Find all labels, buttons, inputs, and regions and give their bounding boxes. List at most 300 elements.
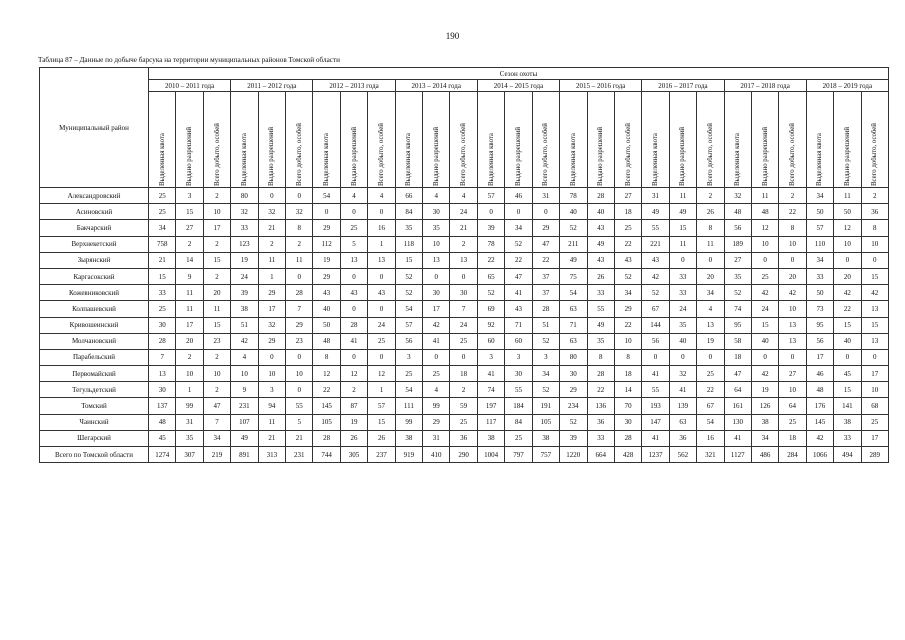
table-cell: 15 <box>669 220 696 236</box>
table-cell: 24 <box>368 317 395 333</box>
table-cell: 2 <box>779 188 806 204</box>
table-cell: 22 <box>587 382 614 398</box>
table-cell: 27 <box>724 252 751 268</box>
table-cell: 40 <box>587 204 614 220</box>
table-cell: 30 <box>505 366 532 382</box>
table-cell: 0 <box>834 349 861 365</box>
table-cell: 27 <box>176 220 203 236</box>
subcolumn-header <box>176 92 203 188</box>
district-name: Чаинский <box>40 414 149 430</box>
subcolumn-label: Выделенная квота <box>816 132 824 186</box>
table-cell: 189 <box>724 236 751 252</box>
district-name: Шегарский <box>40 430 149 446</box>
table-cell: 15 <box>203 252 230 268</box>
table-cell: 26 <box>587 268 614 284</box>
table-cell: 0 <box>286 188 313 204</box>
table-cell: 22 <box>779 204 806 220</box>
table-cell: 10 <box>286 366 313 382</box>
table-cell: 22 <box>614 236 641 252</box>
table-cell: 54 <box>560 285 587 301</box>
table-cell: 0 <box>340 301 367 317</box>
table-cell: 494 <box>834 447 861 463</box>
table-cell: 43 <box>587 252 614 268</box>
table-cell: 0 <box>779 349 806 365</box>
table-row <box>40 398 889 414</box>
table-cell: 64 <box>724 382 751 398</box>
table-cell: 231 <box>286 447 313 463</box>
table-cell: 51 <box>532 317 559 333</box>
table-cell: 136 <box>587 398 614 414</box>
table-cell: 71 <box>505 317 532 333</box>
table-cell: 36 <box>669 430 696 446</box>
table-cell: 18 <box>614 366 641 382</box>
table-cell: 23 <box>286 333 313 349</box>
table-cell: 184 <box>505 398 532 414</box>
table-cell: 46 <box>806 366 833 382</box>
table-cell: 41 <box>477 366 504 382</box>
district-name: Парабельский <box>40 349 149 365</box>
table-cell: 111 <box>395 398 422 414</box>
table-cell: 37 <box>532 285 559 301</box>
table-cell: 11 <box>258 252 285 268</box>
table-cell: 0 <box>669 252 696 268</box>
table-cell: 26 <box>697 204 724 220</box>
district-name: Александровский <box>40 188 149 204</box>
subcolumn-header <box>313 92 340 188</box>
table-cell: 1237 <box>642 447 669 463</box>
table-cell: 41 <box>423 333 450 349</box>
table-cell: 13 <box>149 366 176 382</box>
table-cell: 25 <box>450 333 477 349</box>
table-cell: 35 <box>669 317 696 333</box>
table-cell: 15 <box>368 414 395 430</box>
table-cell: 30 <box>614 414 641 430</box>
table-cell: 161 <box>724 398 751 414</box>
subcolumn-label: Всего добыто, особей <box>624 122 632 186</box>
table-cell: 52 <box>560 220 587 236</box>
table-cell: 18 <box>724 349 751 365</box>
table-cell: 60 <box>477 333 504 349</box>
table-cell: 16 <box>697 430 724 446</box>
table-cell: 60 <box>505 333 532 349</box>
district-name: Тегульдетский <box>40 382 149 398</box>
subcolumn-label: Всего добыто, особей <box>542 122 550 186</box>
table-cell: 25 <box>861 414 888 430</box>
subcolumn-header <box>724 92 751 188</box>
table-cell: 38 <box>834 414 861 430</box>
table-cell: 284 <box>779 447 806 463</box>
table-cell: 428 <box>614 447 641 463</box>
table-cell: 32 <box>286 204 313 220</box>
table-cell: 11 <box>258 414 285 430</box>
table-cell: 10 <box>258 366 285 382</box>
table-body <box>40 188 889 463</box>
table-cell: 11 <box>286 252 313 268</box>
table-cell: 3 <box>176 188 203 204</box>
table-cell: 31 <box>642 188 669 204</box>
table-cell: 38 <box>751 414 778 430</box>
table-cell: 42 <box>231 333 258 349</box>
table-cell: 0 <box>286 268 313 284</box>
table-cell: 0 <box>751 349 778 365</box>
district-name: Зырянский <box>40 252 149 268</box>
table-row <box>40 414 889 430</box>
table-cell: 0 <box>368 349 395 365</box>
subcolumn-label: Выдано разрешений <box>679 126 687 186</box>
table-cell: 18 <box>450 366 477 382</box>
table-cell: 2 <box>203 188 230 204</box>
table-cell: 56 <box>806 333 833 349</box>
table-cell: 4 <box>368 188 395 204</box>
table-cell: 34 <box>505 220 532 236</box>
table-cell: 29 <box>560 382 587 398</box>
table-cell: 0 <box>368 268 395 284</box>
table-cell: 8 <box>286 220 313 236</box>
district-name: Всего по Томской области <box>40 447 149 463</box>
table-cell: 5 <box>340 236 367 252</box>
table-cell: 32 <box>669 366 696 382</box>
table-cell: 105 <box>313 414 340 430</box>
table-cell: 43 <box>642 252 669 268</box>
table-cell: 0 <box>286 349 313 365</box>
table-row <box>40 333 889 349</box>
subcolumn-header <box>340 92 367 188</box>
table-cell: 74 <box>477 382 504 398</box>
table-cell: 74 <box>724 301 751 317</box>
table-cell: 28 <box>587 188 614 204</box>
table-cell: 0 <box>258 188 285 204</box>
table-cell: 30 <box>423 204 450 220</box>
table-cell: 0 <box>340 268 367 284</box>
table-cell: 78 <box>477 236 504 252</box>
table-cell: 118 <box>395 236 422 252</box>
table-cell: 42 <box>751 366 778 382</box>
table-cell: 48 <box>149 414 176 430</box>
table-cell: 2 <box>203 236 230 252</box>
table-cell: 0 <box>697 252 724 268</box>
table-cell: 56 <box>395 333 422 349</box>
table-cell: 25 <box>697 366 724 382</box>
table-cell: 0 <box>340 204 367 220</box>
table-cell: 110 <box>806 236 833 252</box>
table-cell: 2 <box>203 382 230 398</box>
table-cell: 50 <box>806 204 833 220</box>
table-cell: 52 <box>724 285 751 301</box>
table-cell: 40 <box>313 301 340 317</box>
table-cell: 80 <box>560 349 587 365</box>
table-cell: 43 <box>505 301 532 317</box>
table-cell: 757 <box>532 447 559 463</box>
table-cell: 69 <box>477 301 504 317</box>
table-cell: 38 <box>231 301 258 317</box>
table-cell: 40 <box>560 204 587 220</box>
table-cell: 30 <box>149 382 176 398</box>
table-row <box>40 220 889 236</box>
table-cell: 57 <box>806 220 833 236</box>
table-cell: 307 <box>176 447 203 463</box>
table-cell: 55 <box>286 398 313 414</box>
table-cell: 29 <box>313 220 340 236</box>
table-cell: 20 <box>203 285 230 301</box>
table-cell: 57 <box>477 188 504 204</box>
table-cell: 59 <box>450 398 477 414</box>
table-row <box>40 236 889 252</box>
subcolumn-header <box>203 92 230 188</box>
table-cell: 797 <box>505 447 532 463</box>
table-cell: 28 <box>313 430 340 446</box>
district-name: Молчановский <box>40 333 149 349</box>
table-cell: 18 <box>779 430 806 446</box>
table-cell: 744 <box>313 447 340 463</box>
table-cell: 14 <box>176 252 203 268</box>
table-cell: 42 <box>806 430 833 446</box>
table-cell: 36 <box>861 204 888 220</box>
season-header: 2015 – 2016 года <box>560 80 642 92</box>
table-cell: 43 <box>313 285 340 301</box>
table-cell: 52 <box>505 236 532 252</box>
table-cell: 123 <box>231 236 258 252</box>
table-row <box>40 268 889 284</box>
subcolumn-label: Всего добыто, особей <box>789 122 797 186</box>
table-cell: 13 <box>697 317 724 333</box>
table-cell: 95 <box>806 317 833 333</box>
table-cell: 22 <box>834 301 861 317</box>
table-cell: 49 <box>560 252 587 268</box>
table-cell: 55 <box>642 382 669 398</box>
table-cell: 11 <box>669 236 696 252</box>
table-cell: 39 <box>231 285 258 301</box>
table-cell: 19 <box>340 414 367 430</box>
table-cell: 9 <box>231 382 258 398</box>
table-cell: 7 <box>203 414 230 430</box>
table-cell: 49 <box>231 430 258 446</box>
table-cell: 13 <box>779 333 806 349</box>
table-row <box>40 204 889 220</box>
table-cell: 19 <box>697 333 724 349</box>
subcolumn-label: Выделенная квота <box>734 132 742 186</box>
table-cell: 24 <box>231 268 258 284</box>
table-caption: Таблица 87 – Данные по добыче барсука на территории муниципальных районов Томской области <box>38 56 340 64</box>
table-cell: 29 <box>286 317 313 333</box>
table-cell: 58 <box>724 333 751 349</box>
table-cell: 34 <box>697 285 724 301</box>
table-cell: 0 <box>423 349 450 365</box>
table-cell: 24 <box>450 317 477 333</box>
table-cell: 4 <box>340 188 367 204</box>
table-cell: 13 <box>779 317 806 333</box>
subcolumn-label: Всего добыто, особей <box>295 122 303 186</box>
subcolumn-header <box>286 92 313 188</box>
table-cell: 10 <box>614 333 641 349</box>
table-cell: 25 <box>450 414 477 430</box>
table-cell: 41 <box>642 366 669 382</box>
season-header: 2013 – 2014 года <box>395 80 477 92</box>
table-cell: 2 <box>340 382 367 398</box>
table-cell: 45 <box>834 366 861 382</box>
table-cell: 22 <box>477 252 504 268</box>
table-cell: 3 <box>532 349 559 365</box>
table-cell: 37 <box>532 268 559 284</box>
subcolumn-header <box>861 92 888 188</box>
table-cell: 52 <box>395 268 422 284</box>
table-cell: 31 <box>176 414 203 430</box>
table-cell: 191 <box>532 398 559 414</box>
subcolumn-label: Выдано разрешений <box>843 126 851 186</box>
table-cell: 2 <box>176 236 203 252</box>
table-cell: 29 <box>614 301 641 317</box>
table-cell: 8 <box>313 349 340 365</box>
table-cell: 84 <box>395 204 422 220</box>
table-cell: 11 <box>176 301 203 317</box>
table-cell: 42 <box>751 285 778 301</box>
table-cell: 92 <box>477 317 504 333</box>
table-cell: 66 <box>395 188 422 204</box>
table-cell: 36 <box>450 430 477 446</box>
table-cell: 57 <box>395 317 422 333</box>
table-cell: 10 <box>779 301 806 317</box>
table-cell: 22 <box>505 252 532 268</box>
table-cell: 63 <box>560 333 587 349</box>
table-cell: 12 <box>368 366 395 382</box>
table-cell: 50 <box>806 285 833 301</box>
table-cell: 52 <box>532 382 559 398</box>
table-cell: 52 <box>395 285 422 301</box>
table-cell: 2 <box>203 268 230 284</box>
table-cell: 33 <box>149 285 176 301</box>
table-row <box>40 252 889 268</box>
district-name: Каргасокский <box>40 268 149 284</box>
table-cell: 20 <box>176 333 203 349</box>
district-name: Томский <box>40 398 149 414</box>
hunting-season-header: Сезон охоты <box>149 68 889 80</box>
table-cell: 25 <box>614 220 641 236</box>
table-cell: 33 <box>587 285 614 301</box>
table-cell: 15 <box>861 317 888 333</box>
table-cell: 29 <box>532 220 559 236</box>
season-header: 2016 – 2017 года <box>642 80 724 92</box>
table-cell: 2 <box>258 236 285 252</box>
table-cell: 0 <box>423 268 450 284</box>
table-row <box>40 349 889 365</box>
table-cell: 891 <box>231 447 258 463</box>
table-cell: 0 <box>861 349 888 365</box>
table-cell: 11 <box>176 285 203 301</box>
table-cell: 22 <box>697 382 724 398</box>
table-cell: 290 <box>450 447 477 463</box>
table-cell: 24 <box>669 301 696 317</box>
table-cell: 34 <box>614 285 641 301</box>
subcolumn-label: Выделенная квота <box>487 132 495 186</box>
table-cell: 28 <box>149 333 176 349</box>
table-cell: 562 <box>669 447 696 463</box>
table-cell: 13 <box>423 252 450 268</box>
table-cell: 80 <box>231 188 258 204</box>
table-cell: 24 <box>450 204 477 220</box>
table-cell: 13 <box>340 252 367 268</box>
table-cell: 35 <box>395 220 422 236</box>
table-cell: 25 <box>423 366 450 382</box>
table-cell: 55 <box>505 382 532 398</box>
table-cell: 87 <box>340 398 367 414</box>
subcolumn-label: Выдано разрешений <box>597 126 605 186</box>
table-cell: 52 <box>560 414 587 430</box>
district-name: Асиновский <box>40 204 149 220</box>
table-cell: 4 <box>697 301 724 317</box>
table-cell: 25 <box>779 414 806 430</box>
table-cell: 1127 <box>724 447 751 463</box>
table-cell: 47 <box>532 236 559 252</box>
table-cell: 33 <box>669 285 696 301</box>
table-cell: 56 <box>724 220 751 236</box>
table-cell: 33 <box>806 268 833 284</box>
table-cell: 4 <box>423 188 450 204</box>
table-cell: 32 <box>231 204 258 220</box>
table-cell: 117 <box>477 414 504 430</box>
subcolumn-header <box>697 92 724 188</box>
table-cell: 2 <box>203 349 230 365</box>
table-cell: 54 <box>395 301 422 317</box>
table-cell: 28 <box>587 366 614 382</box>
table-cell: 32 <box>258 317 285 333</box>
table-cell: 10 <box>203 366 230 382</box>
header-row-subcolumns <box>40 92 889 188</box>
table-cell: 10 <box>779 236 806 252</box>
table-cell: 17 <box>258 301 285 317</box>
subcolumn-label: Выдано разрешений <box>432 126 440 186</box>
table-cell: 31 <box>423 430 450 446</box>
table-cell: 36 <box>587 414 614 430</box>
subcolumn-header <box>642 92 669 188</box>
table-cell: 49 <box>669 204 696 220</box>
table-cell: 4 <box>450 188 477 204</box>
table-cell: 3 <box>395 349 422 365</box>
subcolumn-header <box>669 92 696 188</box>
district-name: Верхнекетский <box>40 236 149 252</box>
table-cell: 45 <box>149 430 176 446</box>
subcolumn-label: Выделенная квота <box>652 132 660 186</box>
table-cell: 64 <box>779 398 806 414</box>
subcolumn-header <box>834 92 861 188</box>
table-row <box>40 285 889 301</box>
table-cell: 32 <box>724 188 751 204</box>
table-cell: 28 <box>340 317 367 333</box>
table-cell: 19 <box>231 252 258 268</box>
district-column-header: Муниципальный район <box>40 68 149 188</box>
table-cell: 67 <box>642 301 669 317</box>
district-name: Колпашевский <box>40 301 149 317</box>
table-row <box>40 317 889 333</box>
district-name: Первомайский <box>40 366 149 382</box>
table-cell: 8 <box>861 220 888 236</box>
table-cell: 8 <box>697 220 724 236</box>
district-name: Бакчарский <box>40 220 149 236</box>
subcolumn-label: Всего добыто, особей <box>213 122 221 186</box>
subcolumn-header <box>450 92 477 188</box>
table-cell: 231 <box>231 398 258 414</box>
table-cell: 25 <box>505 430 532 446</box>
subcolumn-label: Выделенная квота <box>405 132 413 186</box>
table-cell: 41 <box>669 382 696 398</box>
table-cell: 144 <box>642 317 669 333</box>
subcolumn-label: Выделенная квота <box>240 132 248 186</box>
page-number: 190 <box>445 31 460 41</box>
season-header: 2018 – 2019 года <box>806 80 888 92</box>
subcolumn-label: Всего добыто, особей <box>377 122 385 186</box>
table-row <box>40 382 889 398</box>
table-cell: 15 <box>834 317 861 333</box>
table-cell: 10 <box>834 236 861 252</box>
table-cell: 13 <box>861 333 888 349</box>
